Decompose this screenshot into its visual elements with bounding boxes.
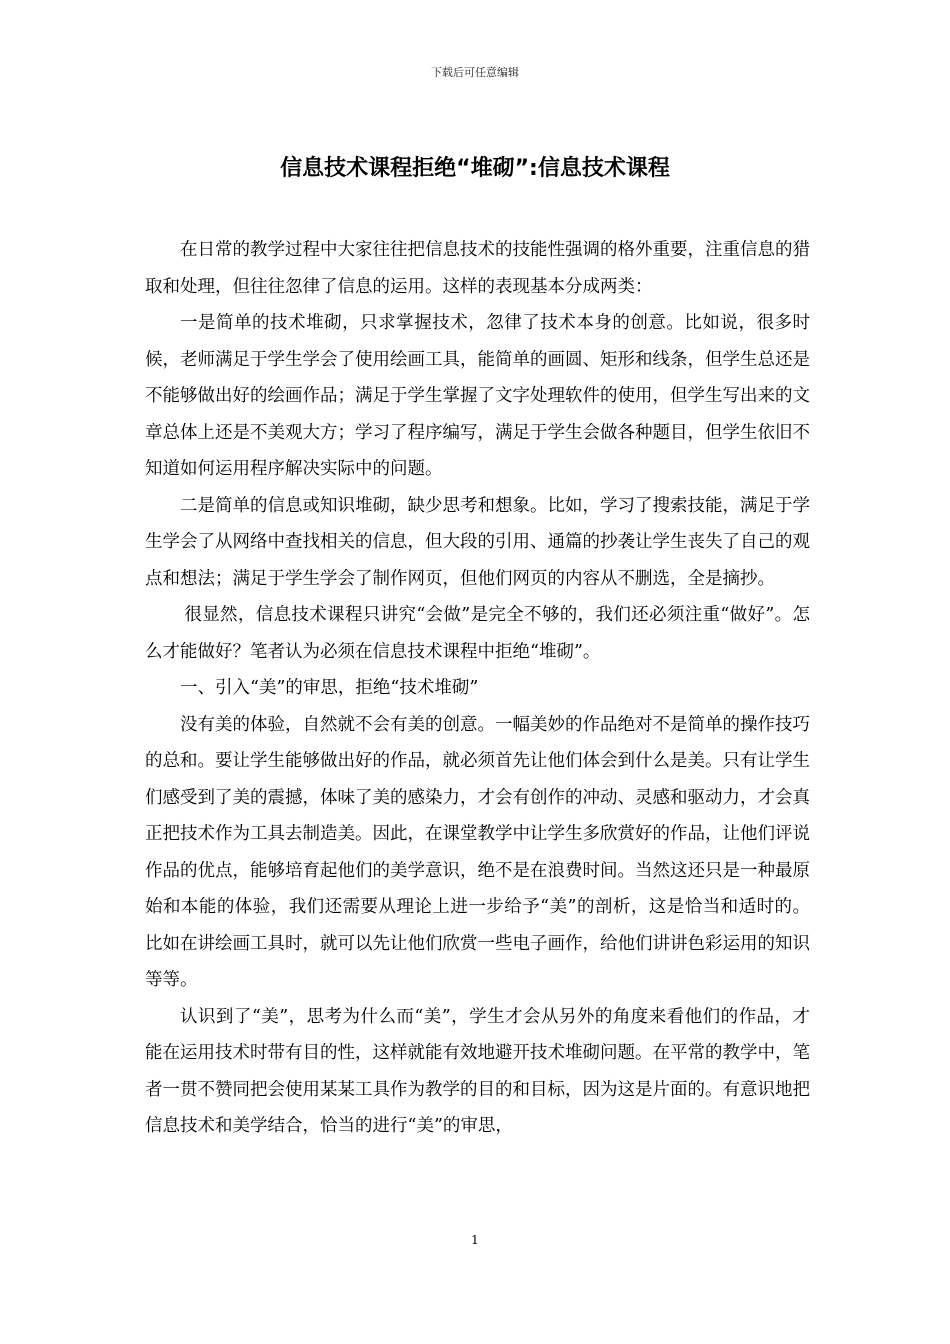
paragraph: 一是简单的技术堆砌，只求掌握技术，忽律了技术本身的创意。比如说，很多时候，老师满足于学生学会了使用绘画工具，能简单的画圆、矩形和线条，但学生总还是不能够做出好的绘画作品；满足于学生掌握了文字处理软件的使用，但学生写出来的文章总体上还是不美观大方；学习了程序编写，满足于学生会做各种题目，但学生依旧不知道如何运用程序解决实际中的问题。 [145, 313, 810, 479]
page-number: 1 [471, 1233, 479, 1247]
section-heading: 一、引入“美”的审思，拒绝“技术堆砌” [180, 678, 479, 698]
paragraph: 在日常的教学过程中大家往往把信息技术的技能性强调的格外重要，注重信息的猎取和处理，但往往忽律了信息的运用。这样的表现基本分成两类： [145, 240, 810, 297]
document-body [145, 232, 810, 1145]
page-header: 下载后可任意编辑 [431, 66, 519, 79]
document-title: 信息技术课程拒绝“堆砌”:信息技术课程 [280, 156, 670, 181]
paragraph: 认识到了“美”，思考为什么而“美”，学生才会从另外的角度来看他们的作品，才能在运用技术时带有目的性，这样就能有效地避开技术堆砌问题。在平常的教学中，笔者一贯不赞同把会使用某某工具作为教学的目的和目标，因为这是片面的。有意识地把信息技术和美学结合，恰当的进行“美”的审思， [145, 1006, 810, 1136]
paragraph: 二是简单的信息或知识堆砌，缺少思考和想象。比如，学习了搜索技能，满足于学生学会了从网络中查找相关的信息，但大段的引用、通篇的抄袭让学生丧失了自己的观点和想法；满足于学生学会了制作网页，但他们网页的内容从不删选，全是摘抄。 [145, 495, 810, 589]
paragraph: 很显然，信息技术课程只讲究“会做”是完全不够的，我们还必须注重“做好”。怎么才能做好？笔者认为必须在信息技术课程中拒绝“堆砌”。 [145, 605, 810, 662]
paragraph: 没有美的体验，自然就不会有美的创意。一幅美妙的作品绝对不是简单的操作技巧的总和。要让学生能够做出好的作品，就必须首先让他们体会到什么是美。只有让学生们感受到了美的震撼，体味了美的感染力，才会有创作的冲动、灵感和驱动力，才会真正把技术作为工具去制造美。因此，在课堂教学中让学生多欣赏好的作品，让他们评说作品的优点，能够培育起他们的美学意识，绝不是在浪费时间。当然这还只是一种最原始和本能的体验，我们还需要从理论上进一步给予“美”的剖析，这是恰当和适时的。比如在讲绘画工具时，就可以先让他们欣赏一些电子画作，给他们讲讲色彩运用的知识等等。 [145, 714, 810, 990]
